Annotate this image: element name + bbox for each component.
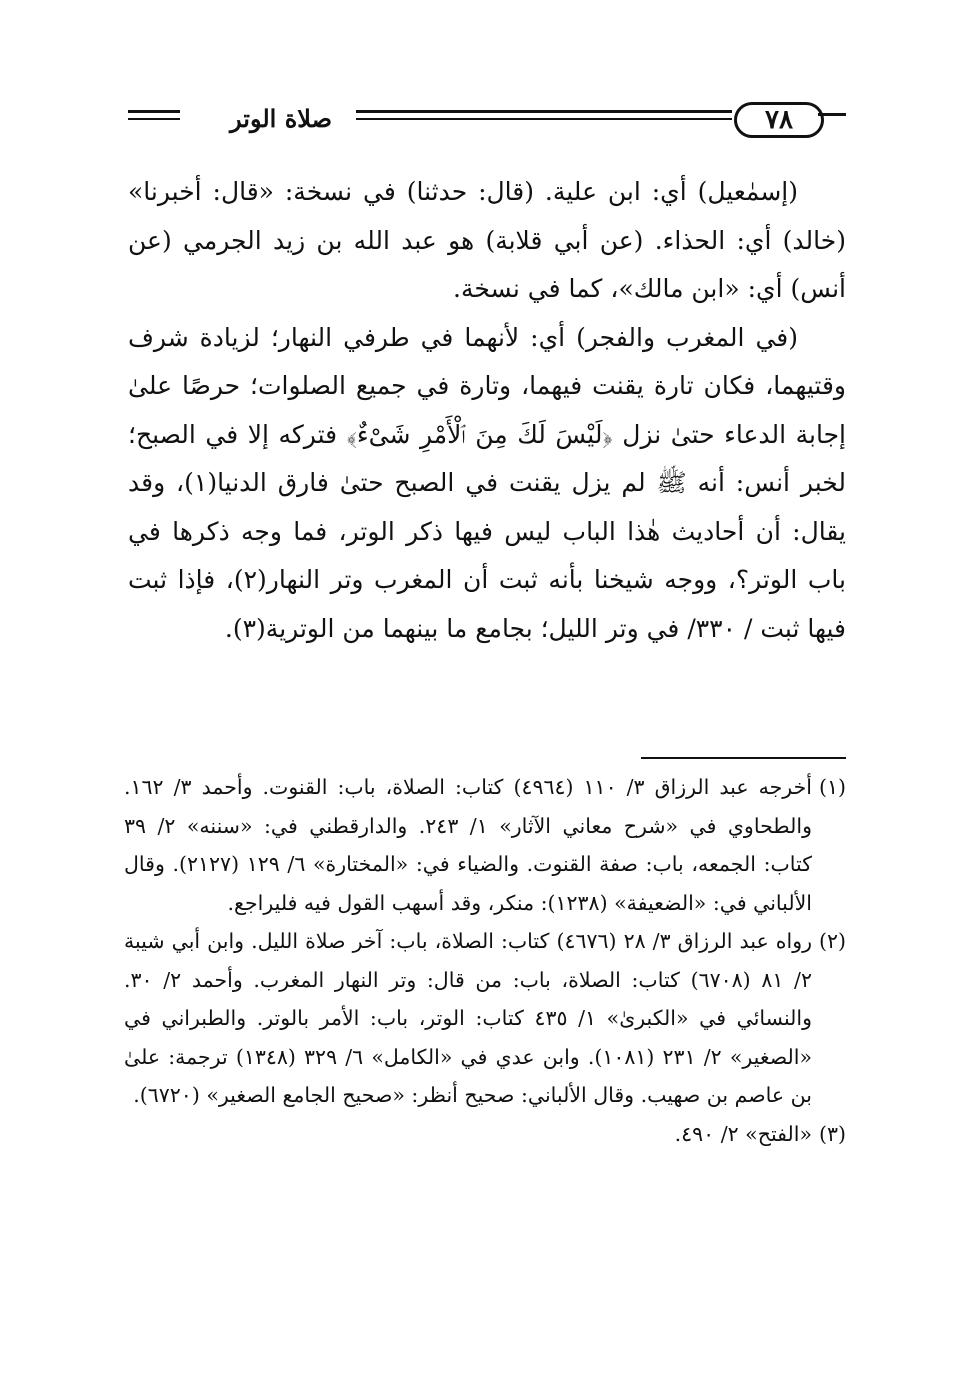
page-number-badge: ٧٨	[734, 102, 824, 138]
paragraph: (في المغرب والفجر) أي: لأنهما في طرفي النهار؛ لزيادة شرف وقتيهما، فكان تارة يقنت فيهما، وتارة في جميع الصلوات؛ حرصًا علىٰ إجابة الدعاء حتىٰ نزل ﴿لَيْسَ لَكَ مِنَ ٱلْأَمْرِ شَىْءٌ﴾ فتركه إلا في الصبح؛ لخبر أنس: أنه ﷺ لم يزل يقنت في الصبح حتىٰ فارق الدنيا(١)، وقد يقال: أن أحاديث هٰذا الباب ليس فيها ذكر الوتر، فما وجه ذكرها في باب الوتر؟، ووجه شيخنا بأنه ثبت أن المغرب وتر النهار(٢)، فإذا ثبت فيها ثبت / ٣٣٠/ في وتر الليل؛ بجامع ما بينهما من الوترية(٣).	[128, 322, 846, 643]
footnote	[124, 768, 846, 922]
page-header	[128, 96, 846, 144]
page-number-badge-tip	[818, 113, 846, 116]
footnote-text: «الفتح» ٢/ ٤٩٠.	[674, 1121, 812, 1146]
main-text	[128, 168, 846, 653]
footnotes	[124, 768, 846, 1153]
footnote	[124, 922, 846, 1115]
header-rule-middle-top	[356, 110, 732, 113]
header-rule-left-top	[128, 110, 180, 113]
footnote-number: (٢)	[818, 929, 846, 953]
footnote-number: (٣)	[818, 1121, 846, 1146]
header-rule-left-bottom	[128, 118, 180, 120]
header-rule-middle-bottom	[356, 118, 732, 120]
footnote-separator	[641, 757, 846, 759]
footnote-number: (١)	[818, 775, 846, 799]
paragraph: (إسمٰعيل) أي: ابن علية. (قال: حدثنا) في نسخة: «قال: أخبرنا» (خالد) أي: الحذاء. (عن أبي قلابة) هو عبد الله بن زيد الجرمي (عن أنس) أي: «ابن مالك»، كما في نسخة.	[128, 177, 846, 303]
running-title: صلاة الوتر	[206, 104, 356, 133]
footnote-text: رواه عبد الرزاق ٣/ ٢٨ (٤٦٧٦) كتاب: الصلاة، باب: آخر صلاة الليل. وابن أبي شيبة ٢/ ٨١ (٦٧٠٨) كتاب: الصلاة، باب: من قال: وتر النهار المغرب. وأحمد ٢/ ٣٠. والنسائي في «الكبرىٰ» ١/ ٤٣٥ كتاب: الوتر، باب: الأمر بالوتر. والطبراني في «الصغير» ٢/ ٢٣١ (١٠٨١). وابن عدي في «الكامل» ٦/ ٣٢٩ (١٣٤٨) ترجمة: علىٰ بن عاصم بن صهيب. وقال الألباني: صحيح أنظر: «صحيح الجامع الصغير» (٦٧٢٠).	[124, 929, 813, 1107]
footnote	[124, 1115, 846, 1154]
footnote-text: أخرجه عبد الرزاق ٣/ ١١٠ (٤٩٦٤) كتاب: الصلاة، باب: القنوت. وأحمد ٣/ ١٦٢. والطحاوي في «شرح معاني الآثار» ١/ ٢٤٣. والدارقطني في: «سننه» ٢/ ٣٩ كتاب: الجمعه، باب: صفة القنوت. والضياء في: «المختارة» ٦/ ١٢٩ (٢١٢٧). وقال الألباني في: «الضعيفة» (١٢٣٨): منكر، وقد أسهب القول فيه فليراجع.	[124, 775, 812, 915]
